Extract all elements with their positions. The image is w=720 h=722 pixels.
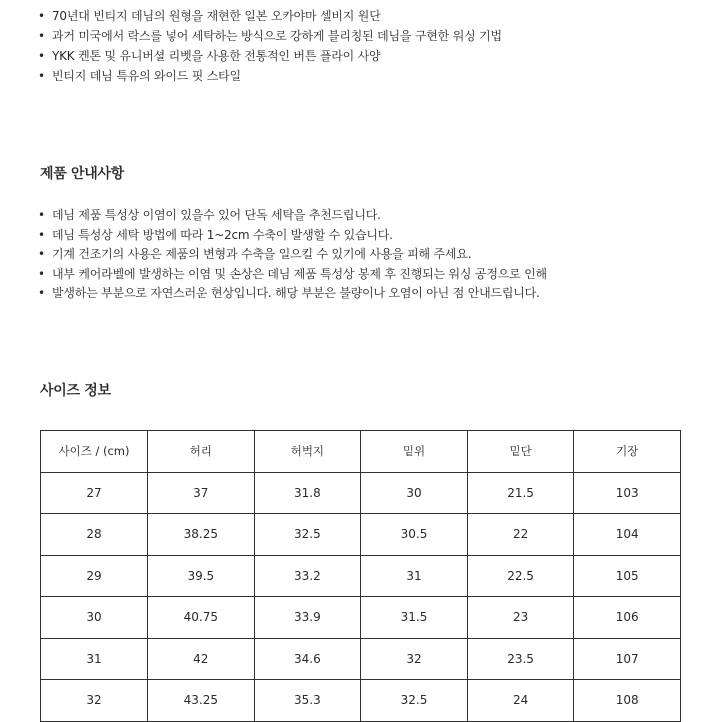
notice-item: • 내부 케어라벨에 발생하는 이염 및 손상은 데님 제품 특성상 봉제 후 진행되는 워싱 공정으로 인해	[38, 265, 547, 285]
table-cell: 22.5	[467, 555, 574, 597]
size-table	[40, 430, 681, 722]
table-cell: 38.25	[148, 514, 255, 556]
table-cell: 103	[574, 472, 681, 514]
table-cell: 42	[148, 638, 255, 680]
table-cell: 30	[41, 597, 148, 639]
column-header-rise: 밑위	[361, 431, 468, 473]
size-table-header-row	[41, 431, 681, 473]
column-header-waist: 허리	[148, 431, 255, 473]
notice-item: • 데님 제품 특성상 이염이 있을수 있어 단독 세탁을 추천드립니다.	[38, 206, 547, 226]
table-row	[41, 514, 681, 556]
table-cell: 30	[361, 472, 468, 514]
table-cell: 28	[41, 514, 148, 556]
feature-list	[38, 6, 502, 86]
table-cell: 32.5	[254, 514, 361, 556]
notice-heading: 제품 안내사항	[40, 166, 124, 182]
table-cell: 23	[467, 597, 574, 639]
table-cell: 33.9	[254, 597, 361, 639]
table-cell: 30.5	[361, 514, 468, 556]
table-cell: 24	[467, 680, 574, 722]
table-cell: 31	[361, 555, 468, 597]
table-cell: 34.6	[254, 638, 361, 680]
table-row	[41, 638, 681, 680]
feature-item: • 빈티지 데님 특유의 와이드 핏 스타일	[38, 66, 502, 86]
size-info-heading: 사이즈 정보	[40, 383, 111, 399]
column-header-length: 기장	[574, 431, 681, 473]
table-cell: 31.8	[254, 472, 361, 514]
feature-item: • 과거 미국에서 락스를 넣어 세탁하는 방식으로 강하게 블리칭된 데님을 구현한 워싱 기법	[38, 26, 502, 46]
table-cell: 27	[41, 472, 148, 514]
table-cell: 108	[574, 680, 681, 722]
table-cell: 33.2	[254, 555, 361, 597]
notice-list	[38, 206, 547, 304]
table-cell: 32.5	[361, 680, 468, 722]
notice-item: • 기계 건조기의 사용은 제품의 변형과 수축을 일으킬 수 있기에 사용을 피해 주세요.	[38, 245, 547, 265]
feature-item: • 70년대 빈티지 데님의 원형을 재현한 일본 오카야마 셀비지 원단	[38, 6, 502, 26]
notice-item: • 발생하는 부분으로 자연스러운 현상입니다. 해당 부분은 불량이나 오염이 아닌 점 안내드립니다.	[38, 284, 547, 304]
table-cell: 32	[361, 638, 468, 680]
table-cell: 31.5	[361, 597, 468, 639]
table-row	[41, 555, 681, 597]
column-header-hem: 밑단	[467, 431, 574, 473]
table-cell: 29	[41, 555, 148, 597]
table-row	[41, 472, 681, 514]
table-cell: 43.25	[148, 680, 255, 722]
table-cell: 22	[467, 514, 574, 556]
table-cell: 105	[574, 555, 681, 597]
column-header-thigh: 허벅지	[254, 431, 361, 473]
table-cell: 23.5	[467, 638, 574, 680]
table-cell: 35.3	[254, 680, 361, 722]
table-cell: 31	[41, 638, 148, 680]
table-cell: 106	[574, 597, 681, 639]
table-cell: 39.5	[148, 555, 255, 597]
table-cell: 21.5	[467, 472, 574, 514]
table-row	[41, 597, 681, 639]
table-cell: 40.75	[148, 597, 255, 639]
table-row	[41, 680, 681, 722]
table-cell: 32	[41, 680, 148, 722]
table-cell: 104	[574, 514, 681, 556]
notice-item: • 데님 특성상 세탁 방법에 따라 1~2cm 수축이 발생할 수 있습니다.	[38, 226, 547, 246]
table-cell: 107	[574, 638, 681, 680]
table-cell: 37	[148, 472, 255, 514]
feature-item: • YKK 켄톤 및 유니버셜 리벳을 사용한 전통적인 버튼 플라이 사양	[38, 46, 502, 66]
column-header-size: 사이즈 / (cm)	[41, 431, 148, 473]
